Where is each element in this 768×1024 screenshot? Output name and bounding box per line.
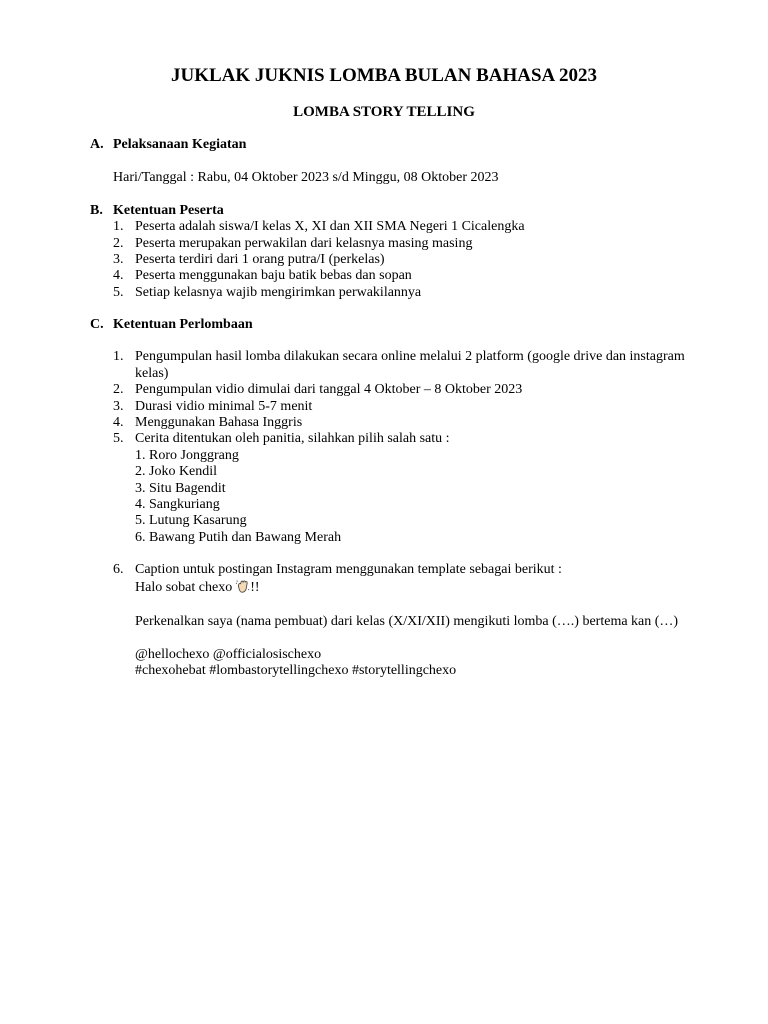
list-item-continuation: kelas) [135, 365, 169, 381]
document-title: JUKLAK JUKNIS LOMBA BULAN BAHASA 2023 [171, 65, 597, 86]
list-item-number: 6. [113, 562, 124, 577]
list-item-number: 1. [113, 219, 124, 234]
list-item: Menggunakan Bahasa Inggris [135, 415, 303, 430]
list-item-number: 4. [113, 268, 124, 283]
section-b-heading: Ketentuan Peserta [113, 203, 224, 218]
list-item: Pengumpulan hasil lomba dilakukan secara online melalui 2 platform (google drive dan instagram [135, 349, 685, 364]
section-b-marker: B. [90, 203, 103, 218]
caption-hashtags: #chexohebat #lombastorytellingchexo #storytellingchexo [135, 663, 457, 678]
list-item: Setiap kelasnya wajib mengirimkan perwakilannya [135, 284, 422, 300]
caption-greeting-suffix: !! [250, 580, 260, 595]
list-item: Peserta terdiri dari 1 orang putra/I (perkelas) [135, 252, 385, 267]
list-item: Durasi vidio minimal 5-7 menit [135, 398, 313, 414]
section-c-marker: C. [90, 317, 104, 332]
list-item: Pengumpulan vidio dimulai dari tanggal 4 Oktober – 8 Oktober 2023 [135, 382, 523, 397]
list-item: Caption untuk postingan Instagram menggunakan template sebagai berikut : [135, 562, 562, 577]
story-option: 2. Joko Kendil [135, 464, 218, 479]
section-c-heading: Ketentuan Perlombaan [113, 317, 253, 332]
story-option: 4. Sangkuriang [135, 497, 220, 512]
schedule-text: Hari/Tanggal : Rabu, 04 Oktober 2023 s/d Minggu, 08 Oktober 2023 [113, 170, 499, 185]
document-subtitle: LOMBA STORY TELLING [293, 104, 475, 120]
list-item: Peserta menggunakan baju batik bebas dan sopan [135, 268, 412, 283]
waving-hand-icon [235, 579, 250, 594]
caption-intro: Perkenalkan saya (nama pembuat) dari kelas (X/XI/XII) mengikuti lomba (….) bertema kan (…) [135, 614, 679, 629]
list-item-number: 3. [113, 252, 124, 267]
list-item: Peserta adalah siswa/I kelas X, XI dan XII SMA Negeri 1 Cicalengka [135, 219, 525, 234]
story-option: 5. Lutung Kasarung [135, 513, 247, 528]
story-option: 1. Roro Jonggrang [135, 447, 239, 463]
list-item-number: 4. [113, 415, 124, 430]
list-item-number: 2. [113, 235, 124, 251]
caption-greeting: Halo sobat chexo [135, 580, 233, 595]
list-item-number: 3. [113, 398, 124, 414]
list-item-number: 1. [113, 349, 124, 364]
section-a-marker: A. [90, 137, 104, 152]
list-item: Cerita ditentukan oleh panitia, silahkan pilih salah satu : [135, 431, 450, 446]
list-item-number: 2. [113, 382, 124, 397]
caption-greeting-line [135, 579, 260, 597]
section-a-heading: Pelaksanaan Kegiatan [113, 137, 247, 152]
list-item-number: 5. [113, 431, 124, 446]
story-option: 3. Situ Bagendit [135, 480, 226, 496]
caption-mentions: @hellochexo @officialosischexo [135, 646, 322, 662]
story-option: 6. Bawang Putih dan Bawang Merah [135, 529, 342, 545]
list-item-number: 5. [113, 284, 124, 300]
list-item: Peserta merupakan perwakilan dari kelasnya masing masing [135, 235, 473, 251]
